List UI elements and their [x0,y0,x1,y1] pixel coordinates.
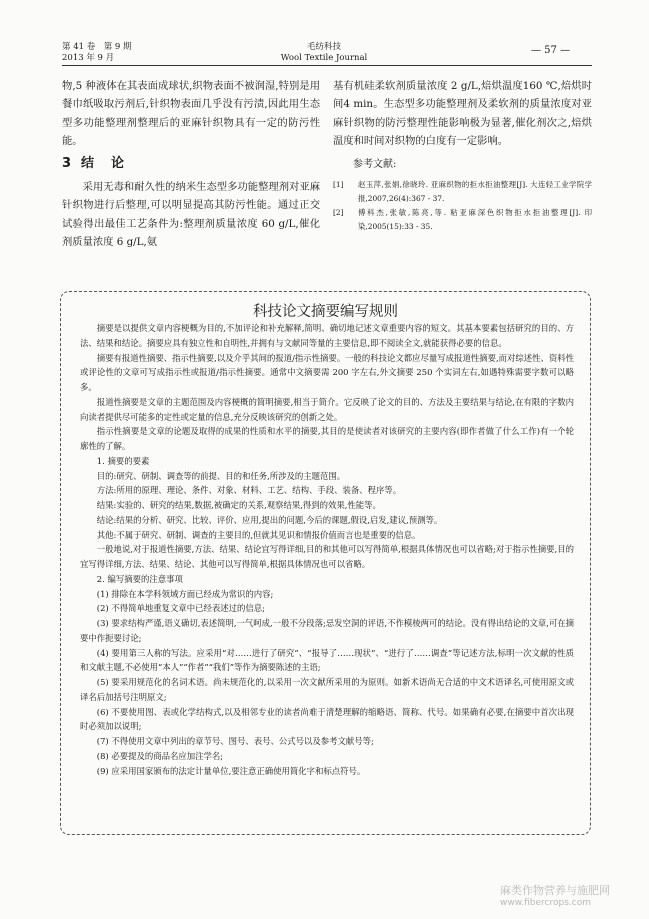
rules-paragraph: (2) 不得简单地重复文章中已经表述过的信息; [96,603,265,614]
rules-box-title: 科技论文摘要编写规则 [253,304,398,320]
reference-item [333,178,592,206]
rules-paragraph: 摘要有报道性摘要、指示性摘要,以及介乎其间的报道/指示性摘要。一般的科技论文都应尽量写成报道性摘要,而对综述性、资料性或评论性的文章可写成指示性或报道/指示性摘要。通常中文摘要需 200 字左右,外文摘要 250 个实词左右,如遇特殊需要字数可以略多。 [80,352,574,392]
right-column [333,77,592,234]
rules-paragraph: (1) 排除在本学科领域方面已经成为常识的内容; [96,588,274,599]
rules-box-body [80,321,574,778]
header-rule [62,65,592,66]
right-continuation-paragraph: 基有机硅柔软剂质量浓度 2 g/L,焙烘温度160 ℃,焙烘时间4 min。生态型多功能整理剂及柔软剂的质量浓度对亚麻针织物的防污整理性能影响极为显著,催化剂次之,焙烘温度和时间对织物的白度有一定影响。 [333,80,592,147]
reference-number: [1] [333,180,344,190]
rules-paragraph: (5) 要采用规范化的名词术语。尚未规范化的,以采用一次文献所采用的为原则。如新术语尚无合适的中文术语译名,可使用原文或译名后加括号注明原文; [80,677,574,702]
rules-paragraph: 结果:实验的、研究的结果,数据,被确定的关系,观察结果,得到的效果,性能等。 [96,500,381,510]
reference-number: [2] [333,208,344,218]
watermark-url: www.fibercrops.com [500,898,591,908]
header-volume-issue: 第 41 卷 第 9 期 [62,42,132,52]
rules-paragraph: 目的:研究、研制、调查等的前提、目的和任务,所涉及的主题范围。 [96,470,346,481]
rules-paragraph: 报道性摘要是文章的主题范围及内容梗概的简明摘要,相当于简介。它反映了论文的目的、方法及主要结果与结论,在有限的字数内向读者提供尽可能多的定性或定量的信息,充分反映该研究的创新之处。 [80,396,574,422]
section-number: 3 [62,156,74,172]
rules-paragraph: (4) 要用第三人称的写法。应采用“对……进行了研究”、“报导了……现状”、“进行了……调查”等记述方法,标明一次文献的性质和文献主题,不必使用“本人”“作者”“我们”等作为摘要陈述的主语; [80,647,574,673]
header-date: 2013 年 9 月 [62,53,115,63]
rules-paragraph: 指示性摘要是文章的论题及取得的成果的性质和水平的摘要,其目的是使读者对该研究的主要内容(即作者做了什么工作)有一个轮廓性的了解。 [80,426,574,451]
left-column [62,77,320,251]
rules-paragraph: (6) 不要使用图、表或化学结构式,以及相邻专业的读者尚难于清楚理解的缩略语、简称、代号。如果确有必要,在摘要中首次出现时必须加以说明; [80,706,574,732]
rules-paragraph: (9) 应采用国家颁布的法定计量单位,要注意正确使用简化字和标点符号。 [96,765,366,776]
conclusion-paragraph: 采用无毒和耐久性的纳米生态型多功能整理剂对亚麻针织物进行后整理,可以明显提高其防污性能。通过正交试验得出最佳工艺条件为:整理剂质量浓度 60 g/L,催化剂质量浓度 6 g/L,氨 [62,181,320,249]
rules-paragraph: 摘要是以提供文章内容梗概为目的,不加评论和补充解释,简明、确切地记述文章重要内容的短文。其基本要素包括研究的目的、方法、结果和结论。摘要应具有独立性和自明性,并拥有与文献同等量的主要信息,即不阅读全文,就能获得必要的信息。 [80,323,574,348]
header-journal-cn: 毛纺科技 [306,42,341,52]
reference-text: 傅科杰,张敏,陈亮,等. 粘亚麻深色织物拒水拒油整理[J]. 印染,2005(15):33 - 35. [358,208,592,232]
rules-paragraph: (3) 要求结构严谨,语义确切,表述简明,一气呵成,一般不分段落;忌发空洞的评语,不作模棱两可的结论。没有得出结论的文章,可在摘要中作扼要讨论; [80,618,574,643]
rules-subheading: 1. 摘要的要素 [96,455,150,466]
page-number: — 57 — [531,45,571,56]
rules-paragraph: (7) 不得使用文章中列出的章节号、图号、表号、公式号以及参考文献号等; [96,736,374,746]
reference-text: 赵玉萍,张娟,徐晓玲. 亚麻织物的拒水拒油整理[J]. 大连轻工业学院学报,2007,26(4):367 - 37. [358,180,592,204]
rules-paragraph: 方法:所用的原理、理论、条件、对象、材料、工艺、结构、手段、装备、程序等。 [96,485,402,496]
watermark [500,884,610,910]
references-title: 参考文献: [353,159,397,171]
watermark-text: 麻类作物营养与施肥网 [500,884,610,897]
section-heading [62,155,320,173]
references-list [333,178,592,234]
left-continuation-paragraph: 物,5 种液体在其表面成球状,织物表面不被润湿,特别是用餐巾纸吸取污剂后,针织物表面几乎没有污渍,因此用生态型多功能整理剂整理后的亚麻针织物具有一定的防污性能。 [62,80,320,147]
section-title: 结 论 [81,156,127,172]
rules-paragraph: 结论:结果的分析、研究、比较、评价、应用,提出的问题,今后的课题,假设,启发,建议,预测等。 [96,514,443,525]
rules-subheading: 2. 编写摘要的注意事项 [96,573,183,584]
header-journal-en: Wool Textile Journal [280,53,368,63]
rules-paragraph: 其他:不属于研究、研制、调查的主要目的,但就其见识和情报价值而言也是重要的信息。 [96,529,421,540]
rules-paragraph: 一般地说,对于报道性摘要,方法、结果、结论宜写得详细,目的和其他可以写得简单,根据具体情况也可以省略;对于指示性摘要,目的宜写得详细,方法、结果、结论、其他可以写得简单,根据具体情况也可以省略。 [80,544,574,569]
reference-item [333,206,592,234]
rules-paragraph: (8) 必要提及的商品名应加注学名; [96,750,224,761]
